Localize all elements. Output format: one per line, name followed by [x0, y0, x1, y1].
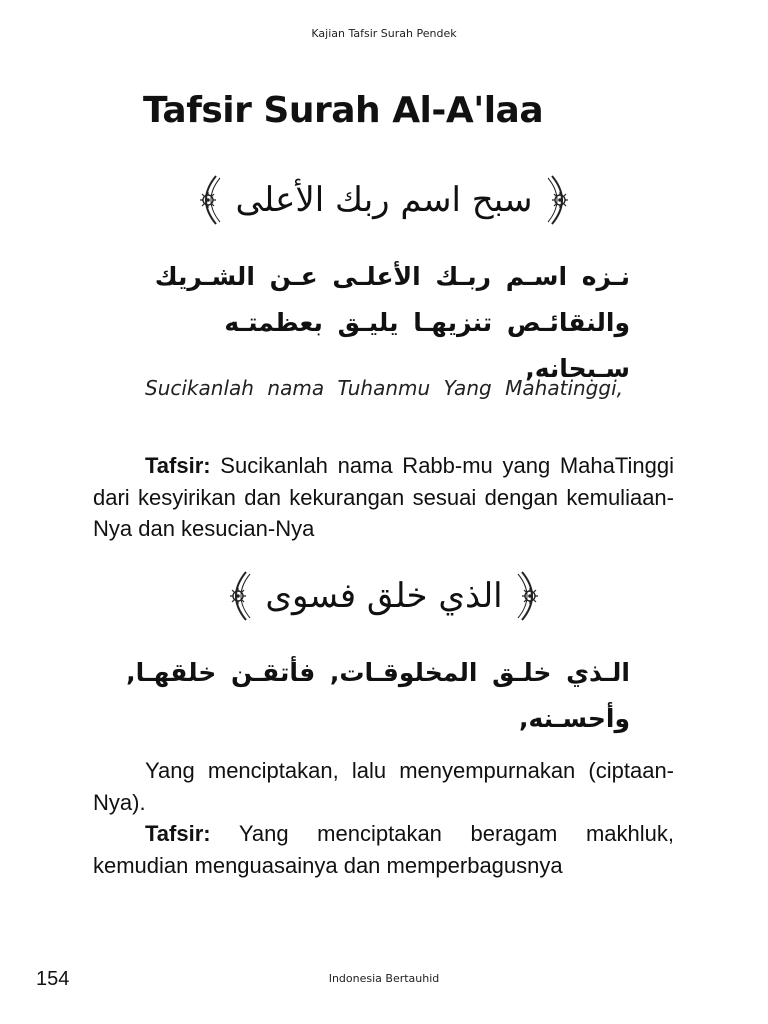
tafsir-label: Tafsir:: [145, 821, 211, 846]
running-head: Kajian Tafsir Surah Pendek: [311, 27, 457, 40]
running-foot: Indonesia Bertauhid: [328, 972, 440, 985]
tafsir-label: Tafsir:: [145, 453, 211, 478]
ornate-bracket-left-icon: [192, 172, 224, 228]
tafsir-text: Sucikanlah nama Rabb-mu yang MahaTinggi dari kesyirikan dan kekurangan sesuai dengan kemuliaan-Nya dan kesucian-Nya: [93, 453, 674, 541]
verse-2: [0, 568, 768, 624]
translation-text: Yang menciptakan, lalu menyempurnakan (ciptaan-Nya).: [93, 758, 674, 815]
ornate-bracket-right-icon: [544, 172, 576, 228]
translation-text: Sucikanlah nama Tuhanmu Yang Mahatinggi,: [145, 376, 623, 400]
arabic-explanation: الـذي خلـق المخلوقـات, فأتقـن خلقهـا, وأحسـنه,: [126, 658, 630, 733]
arabic-explanation: نـزه اسـم ربـك الأعلـى عـن الشـريك والنقائـص تنزيهـا يليـق بعظمتـه سـبحانه,: [154, 262, 630, 383]
verse-arabic: الذي خلق فسوى: [265, 576, 503, 616]
ornate-bracket-right-icon: [514, 568, 546, 624]
ornate-bracket-left-icon: [222, 568, 254, 624]
page-number: 154: [36, 968, 70, 990]
tafsir-text: Yang menciptakan beragam makhluk, kemudian menguasainya dan memperbagusnya: [93, 821, 674, 878]
verse-1: [0, 172, 768, 228]
tafsir-paragraph: [93, 818, 674, 881]
tafsir-paragraph: [93, 450, 674, 545]
page-title: Tafsir Surah Al-A'laa: [143, 90, 544, 131]
verse-arabic: سبح اسم ربك الأعلى: [235, 180, 533, 220]
